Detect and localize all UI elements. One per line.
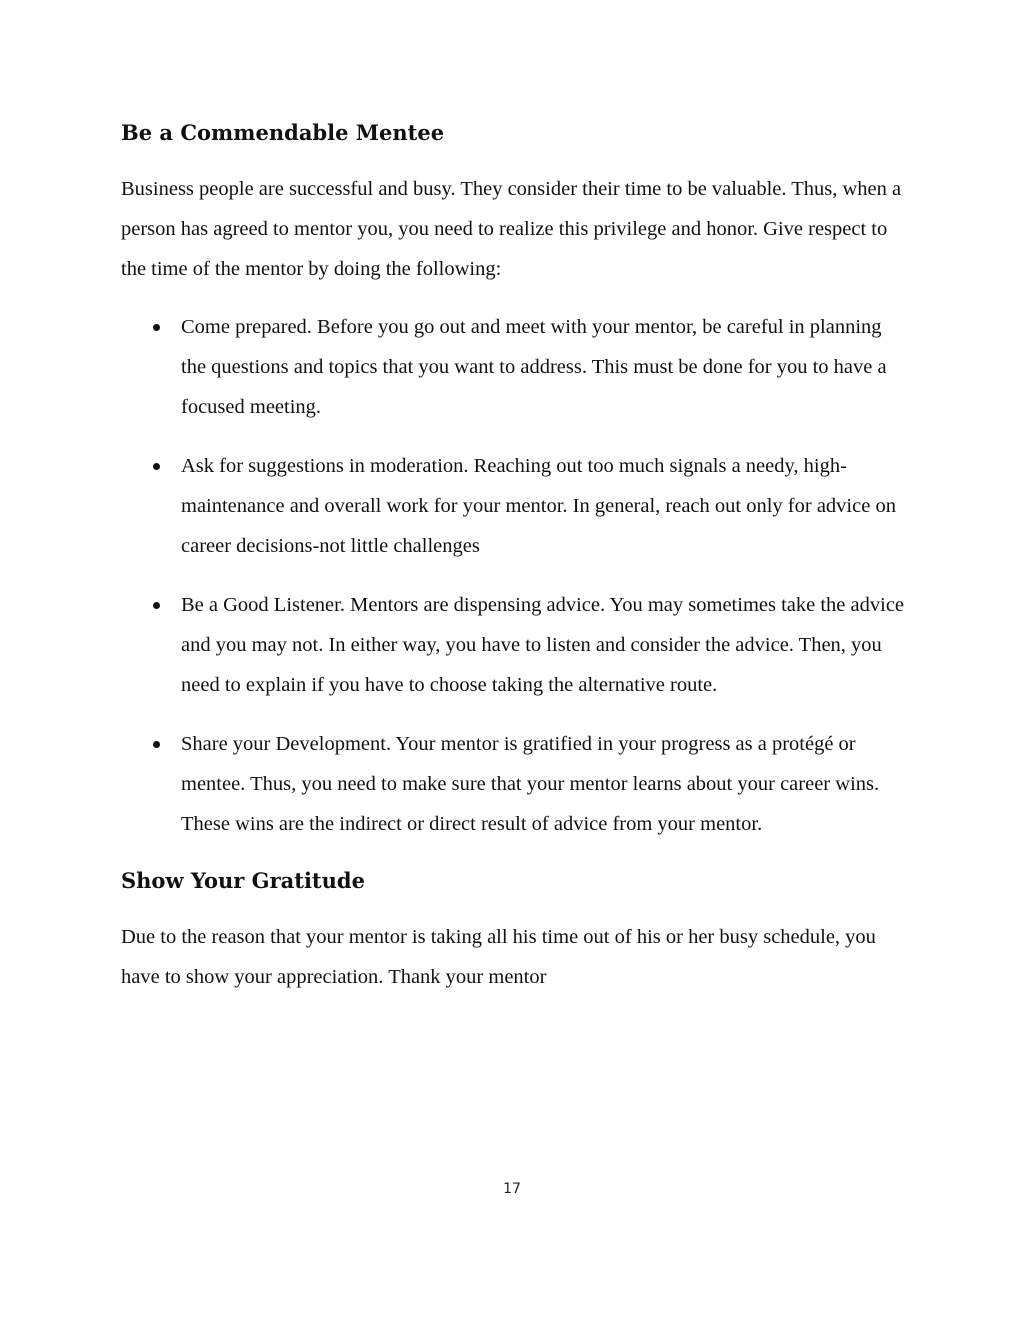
intro-paragraph: Business people are successful and busy. They consider their time to be valuable. Thus, when a person has agreed to mentor you, you need to realize this privilege and honor. Give respect to the time of the mentor by doing the following: [121,178,902,280]
bullet-text: Share your Development. Your mentor is gratified in your progress as a protégé or mentee. Thus, you need to make sure that your mentor learns about your career wins. These wins are the indirect or direct result of advice from your mentor. [181,733,880,835]
gratitude-paragraph: Due to the reason that your mentor is taking all his time out of his or her busy schedule, you have to show your appreciation. Thank your mentor [121,926,876,988]
section-heading-show-gratitude: Show Your Gratitude [121,868,365,893]
page-content [121,113,911,997]
bullet-icon [153,741,160,748]
bullet-item-good-listener [121,585,911,705]
bullet-icon [153,324,160,331]
bullet-icon [153,463,160,470]
bullet-text: Come prepared. Before you go out and meet with your mentor, be careful in planning the questions and topics that you want to address. This must be done for you to have a focused meeting. [181,316,887,418]
bullet-icon [153,602,160,609]
bullet-item-ask-suggestions [121,446,911,566]
bullet-text: Ask for suggestions in moderation. Reaching out too much signals a needy, high-maintenance and overall work for your mentor. In general, reach out only for advice on career decisions-not little challenges [181,455,896,557]
page-number: 17 [503,1181,521,1197]
bullet-item-come-prepared [121,307,911,427]
section-heading-commendable-mentee: Be a Commendable Mentee [121,120,445,145]
bullet-item-share-development [121,724,911,844]
bullet-text: Be a Good Listener. Mentors are dispensing advice. You may sometimes take the advice and you may not. In either way, you have to listen and consider the advice. Then, you need to explain if you have to choose taking the alternative route. [181,594,905,696]
bullet-list [121,307,911,844]
